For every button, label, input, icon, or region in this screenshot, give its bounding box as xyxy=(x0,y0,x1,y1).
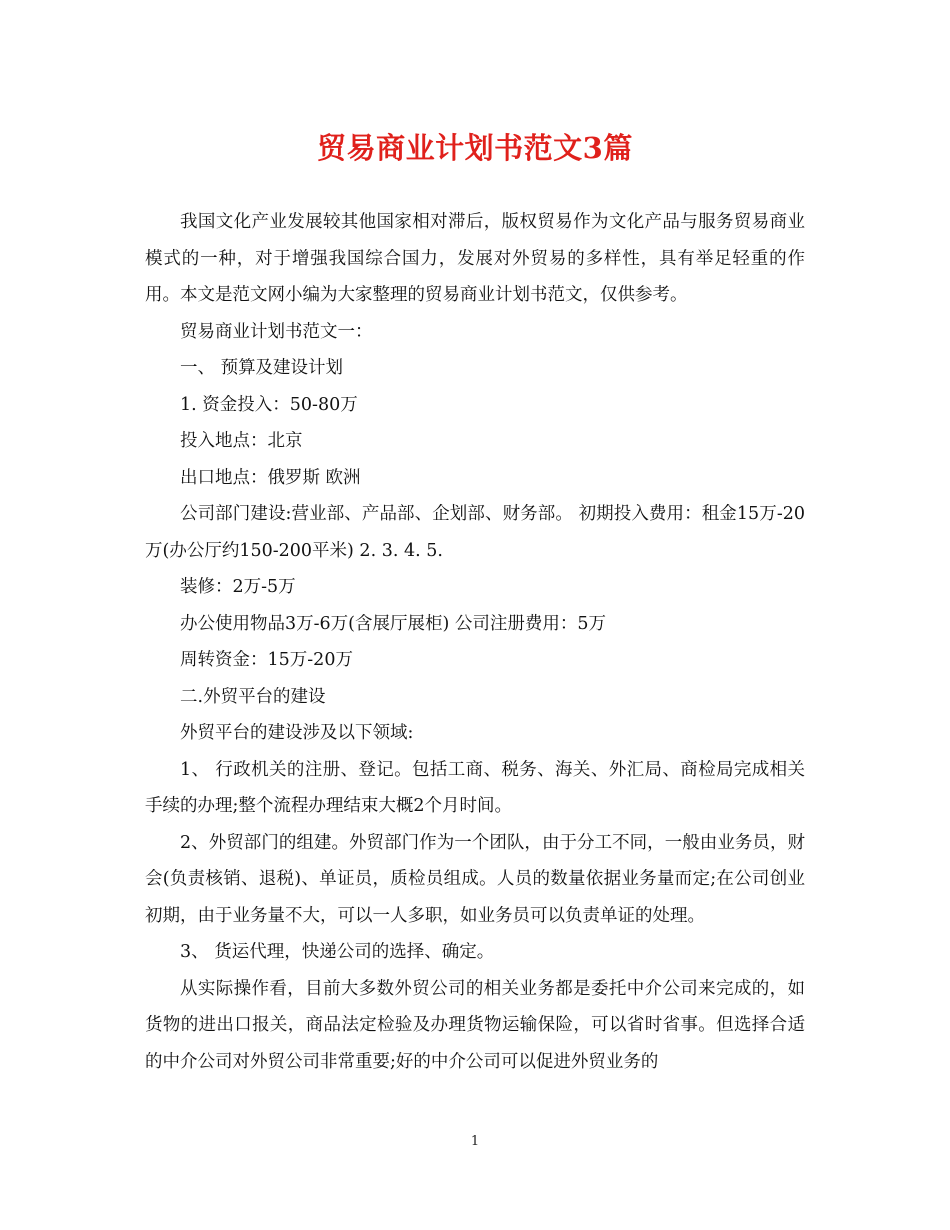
paragraph-capital: 1. 资金投入：50-80万 xyxy=(180,394,358,415)
paragraph-office-supplies: 办公使用物品3万-6万(含展厅展柜) 公司注册费用：5万 xyxy=(180,613,607,634)
paragraph-intro: 我国文化产业发展较其他国家相对滞后，版权贸易作为文化产品与服务贸易商业模式的一种，对于增强我国综合国力，发展对外贸易的多样性，具有举足轻重的作用。本文是范文网小编为大家整理的贸易商业计划书范文，仅供参考。 xyxy=(145,212,805,305)
paragraph-freight: 3、 货运代理，快递公司的选择、确定。 xyxy=(180,942,495,962)
document-body xyxy=(145,204,805,1080)
paragraph-platform-heading: 二.外贸平台的建设 xyxy=(180,686,326,707)
paragraph-registration: 1、 行政机关的注册、登记。包括工商、税务、海关、外汇局、商检局完成相关手续的办理;整个流程办理结束大概2个月时间。 xyxy=(145,759,805,816)
document-title: 贸易商业计划书范文3篇 xyxy=(317,131,633,165)
paragraph-location: 投入地点：北京 xyxy=(180,431,303,451)
paragraph-section-heading: 贸易商业计划书范文一： xyxy=(180,321,373,342)
paragraph-platform-fields: 外贸平台的建设涉及以下领域: xyxy=(180,723,414,743)
paragraph-decoration: 装修：2万-5万 xyxy=(180,577,296,597)
page-number: 1 xyxy=(470,1134,480,1149)
paragraph-agency: 从实际操作看，目前大多数外贸公司的相关业务都是委托中介公司来完成的，如货物的进出口报关，商品法定检验及办理货物运输保险，可以省时省事。但选择合适的中介公司对外贸公司非常重要;好的中介公司可以促进外贸业务的 xyxy=(145,978,805,1072)
paragraph-export: 出口地点：俄罗斯 欧洲 xyxy=(180,467,361,488)
paragraph-team: 2、外贸部门的组建。外贸部门作为一个团队，由于分工不同，一般由业务员，财会(负责核销、退税)、单证员，质检员组成。人员的数量依据业务量而定;在公司创业初期，由于业务量不大，可以一人多职，如业务员可以负责单证的处理。 xyxy=(145,832,805,926)
paragraph-working-capital: 周转资金：15万-20万 xyxy=(180,650,353,670)
paragraph-departments: 公司部门建设:营业部、产品部、企划部、财务部。 初期投入费用：租金15万-20万(办公厅约150-200平米) 2. 3. 4. 5. xyxy=(145,504,805,561)
paragraph-budget-heading: 一、 预算及建设计划 xyxy=(180,358,344,378)
